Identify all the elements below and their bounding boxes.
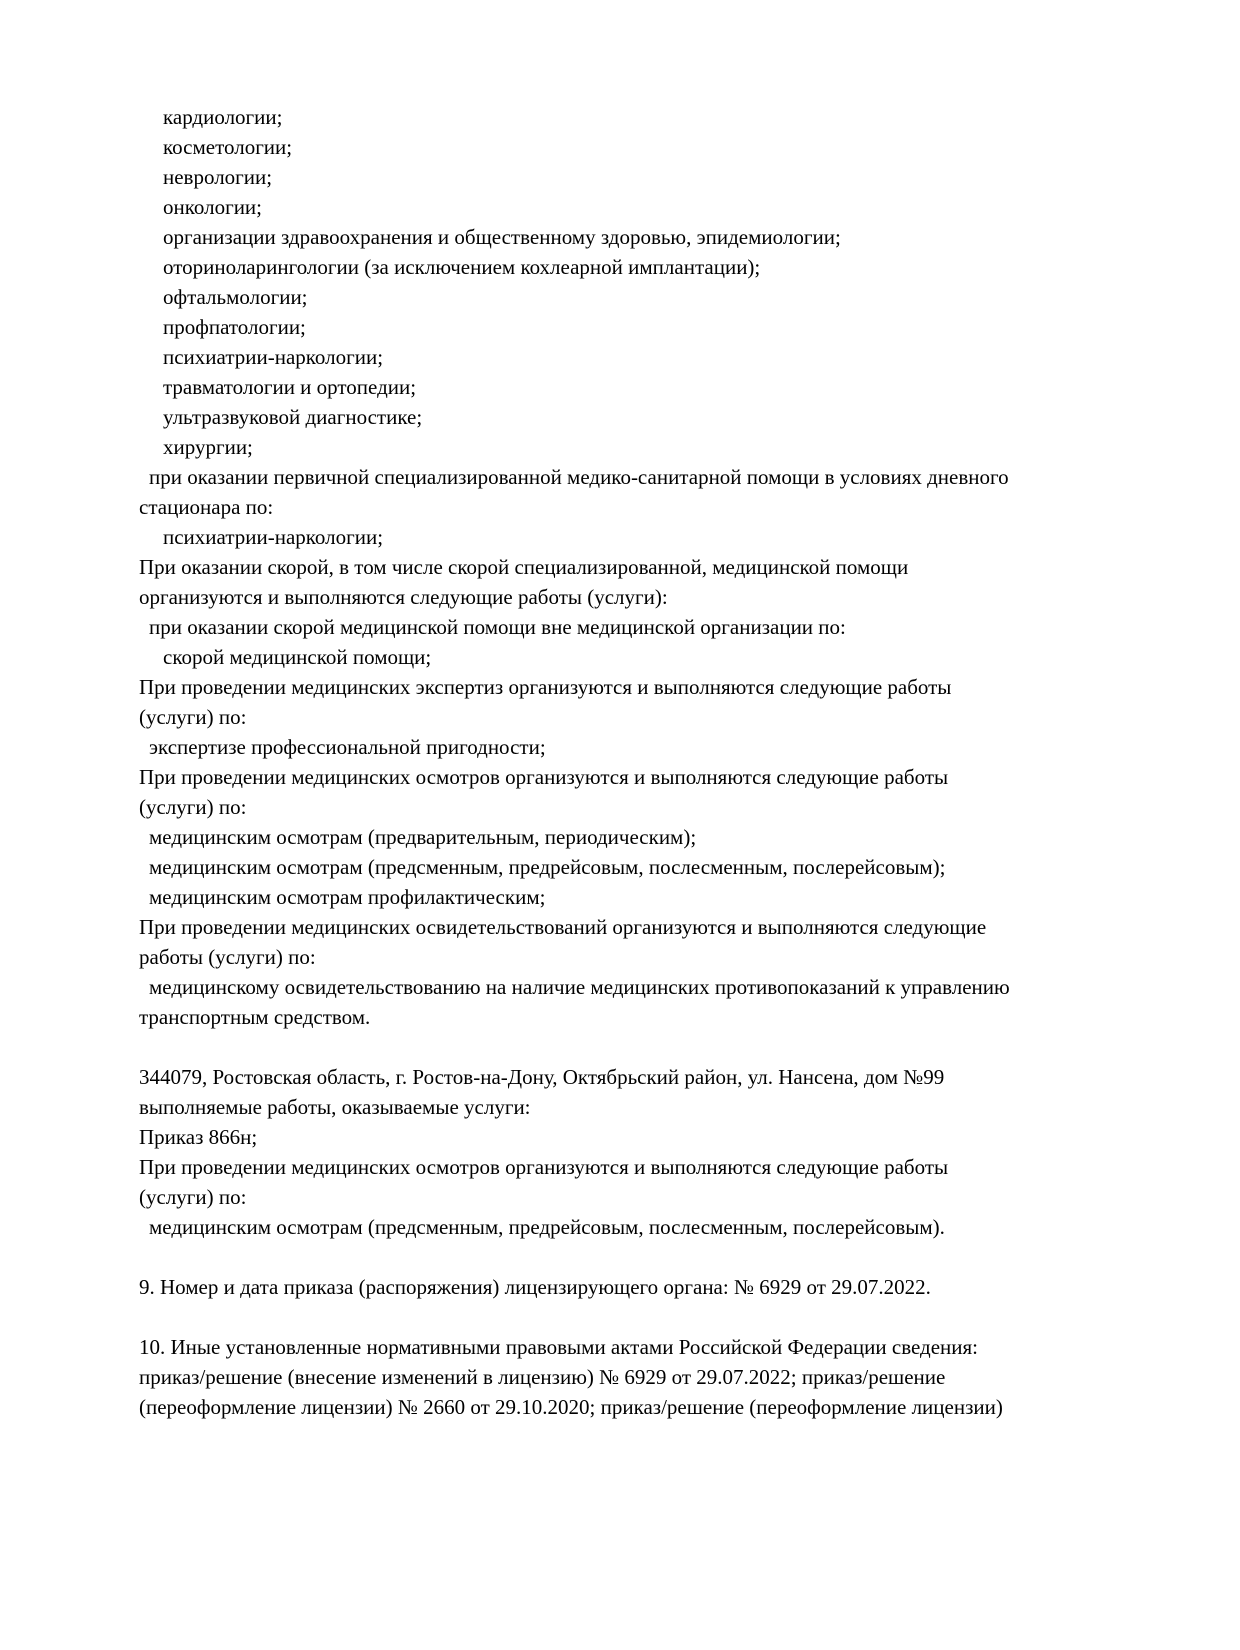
document-text-line: при оказании скорой медицинской помощи вне медицинской организации по:: [149, 615, 846, 639]
document-text-line: медицинским осмотрам (предсменным, предрейсовым, послесменным, послерейсовым).: [149, 1215, 945, 1239]
document-text-line: организуются и выполняются следующие работы (услуги):: [139, 585, 668, 609]
document-text-line: скорой медицинской помощи;: [163, 645, 432, 669]
document-text-line: экспертизе профессиональной пригодности;: [149, 735, 546, 759]
document-text-line: (переоформление лицензии) № 2660 от 29.10.2020; приказ/решение (переоформление лицензии): [139, 1395, 1003, 1419]
document-text-line: косметологии;: [163, 135, 293, 159]
document-text-line: приказ/решение (внесение изменений в лицензию) № 6929 от 29.07.2022; приказ/решение: [139, 1365, 946, 1389]
document-text-line: неврологии;: [163, 165, 273, 189]
document-text-line: кардиологии;: [163, 105, 283, 129]
document-text-line: травматологии и ортопедии;: [163, 375, 417, 399]
document-text-line: (услуги) по:: [139, 1185, 247, 1209]
blank-line: [139, 1032, 1124, 1062]
document-text-line: При проведении медицинских осмотров организуются и выполняются следующие работы: [139, 1155, 949, 1179]
document-text-line: выполняемые работы, оказываемые услуги:: [139, 1095, 531, 1119]
license-text-block: [139, 102, 1124, 1422]
document-text-line: При оказании скорой, в том числе скорой специализированной, медицинской помощи: [139, 555, 909, 579]
document-text-line: медицинским осмотрам (предварительным, периодическим);: [149, 825, 697, 849]
document-text-line: транспортным средством.: [139, 1005, 371, 1029]
document-text-line: 10. Иные установленные нормативными правовыми актами Российской Федерации сведения:: [139, 1335, 979, 1359]
document-text-line: офтальмологии;: [163, 285, 308, 309]
document-text-line: медицинским осмотрам (предсменным, предрейсовым, послесменным, послерейсовым);: [149, 855, 946, 879]
blank-line: [139, 1242, 1124, 1272]
document-text-line: Приказ 866н;: [139, 1125, 258, 1149]
document-text-line: При проведении медицинских осмотров организуются и выполняются следующие работы: [139, 765, 949, 789]
document-text-line: хирургии;: [163, 435, 253, 459]
document-text-line: психиатрии-наркологии;: [163, 345, 384, 369]
document-text-line: организации здравоохранения и общественному здоровью, эпидемиологии;: [163, 225, 841, 249]
document-text-line: при оказании первичной специализированной медико-санитарной помощи в условиях дневного: [149, 465, 1009, 489]
document-text-line: профпатологии;: [163, 315, 306, 339]
document-text-line: (услуги) по:: [139, 795, 247, 819]
document-text-line: (услуги) по:: [139, 705, 247, 729]
document-text-line: При проведении медицинских освидетельствований организуются и выполняются следующие: [139, 915, 987, 939]
document-text-line: работы (услуги) по:: [139, 945, 316, 969]
document-text-line: При проведении медицинских экспертиз организуются и выполняются следующие работы: [139, 675, 952, 699]
document-text-line: стационара по:: [139, 495, 274, 519]
document-text-line: ультразвуковой диагностике;: [163, 405, 423, 429]
blank-line: [139, 1302, 1124, 1332]
document-text-line: онкологии;: [163, 195, 263, 219]
document-text-line: медицинским осмотрам профилактическим;: [149, 885, 546, 909]
document-text-line: 9. Номер и дата приказа (распоряжения) лицензирующего органа: № 6929 от 29.07.2022.: [139, 1275, 931, 1299]
document-text-line: 344079, Ростовская область, г. Ростов-на-Дону, Октябрьский район, ул. Нансена, дом №99: [139, 1065, 945, 1089]
document-text-line: медицинскому освидетельствованию на наличие медицинских противопоказаний к управлению: [149, 975, 1010, 999]
document-text-line: психиатрии-наркологии;: [163, 525, 384, 549]
document-text-line: оториноларингологии (за исключением кохлеарной имплантации);: [163, 255, 761, 279]
